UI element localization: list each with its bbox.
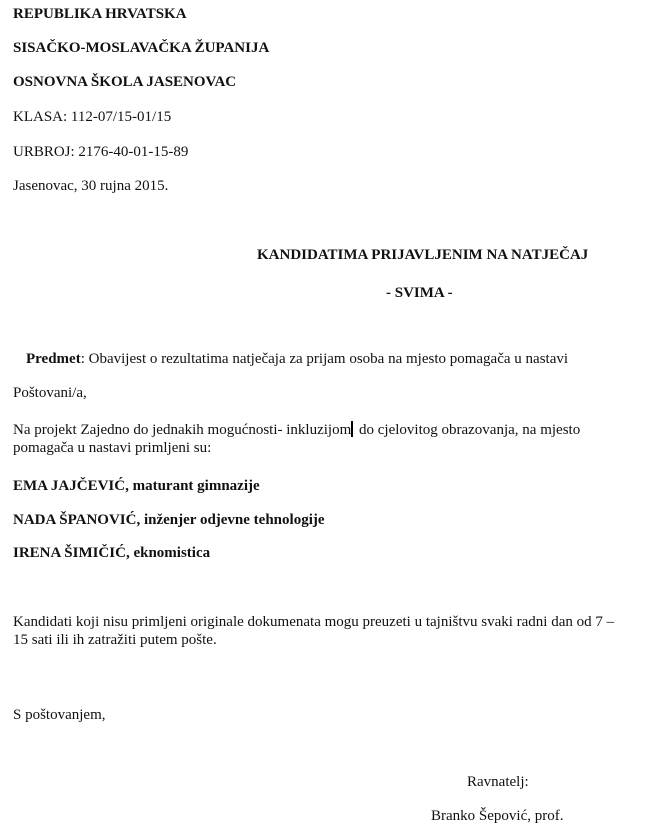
employee-role: , eknomistica [125, 545, 211, 561]
recipient-subheading: - SVIMA - [386, 285, 453, 301]
documents-paragraph: Kandidati koji nisu primljeni originale dokumenata mogu preuzeti u tajništvu svaki radni dan od 7 – 15 sati ili ih zatražiti putem pošte. [13, 614, 615, 648]
school-heading: OSNOVNA ŠKOLA JASENOVAC [13, 74, 237, 90]
subject-text: : Obavijest o rezultatima natječaja za prijam osoba na mjesto pomagača u nastavi [80, 351, 569, 367]
klasa-reference: KLASA: 112-07/15-01/15 [13, 109, 172, 125]
county-heading: SISAČKO-MOSLAVAČKA ŽUPANIJA [13, 40, 270, 56]
greeting: Poštovani/a, [13, 385, 87, 401]
announcement-paragraph[interactable] [13, 421, 618, 457]
urbroj-reference: URBROJ: 2176-40-01-15-89 [13, 144, 189, 160]
employee-name: IRENA ŠIMIČIĆ [13, 545, 126, 561]
employee-role: , maturant gimnazije [125, 478, 260, 494]
recipient-heading: KANDIDATIMA PRIJAVLJENIM NA NATJEČAJ [257, 247, 589, 263]
text-cursor [351, 421, 353, 437]
employee-name: EMA JAJČEVIĆ [13, 478, 126, 494]
employee-entry [13, 477, 260, 495]
employee-entry [13, 544, 210, 562]
paragraph-text-before-cursor: Na projekt Zajedno do jednakih mogućnosti- inkluzijom [13, 422, 352, 438]
employee-role: , inženjer odjevne tehnologije [136, 512, 325, 528]
signatory-title: Ravnatelj: [467, 774, 529, 790]
country-heading: REPUBLIKA HRVATSKA [13, 6, 187, 22]
employee-name: NADA ŠPANOVIĆ [13, 512, 137, 528]
employee-entry [13, 511, 325, 529]
subject-line [26, 350, 568, 368]
subject-label: Predmet [26, 351, 81, 367]
paragraph-text-after-cursor: do cjelovitog obrazovanja, na mjesto pomagača u nastavi primljeni su: [13, 422, 581, 456]
signatory-name: Branko Šepović, prof. [431, 808, 564, 824]
place-and-date: Jasenovac, 30 rujna 2015. [13, 178, 169, 194]
closing-regards: S poštovanjem, [13, 707, 106, 723]
